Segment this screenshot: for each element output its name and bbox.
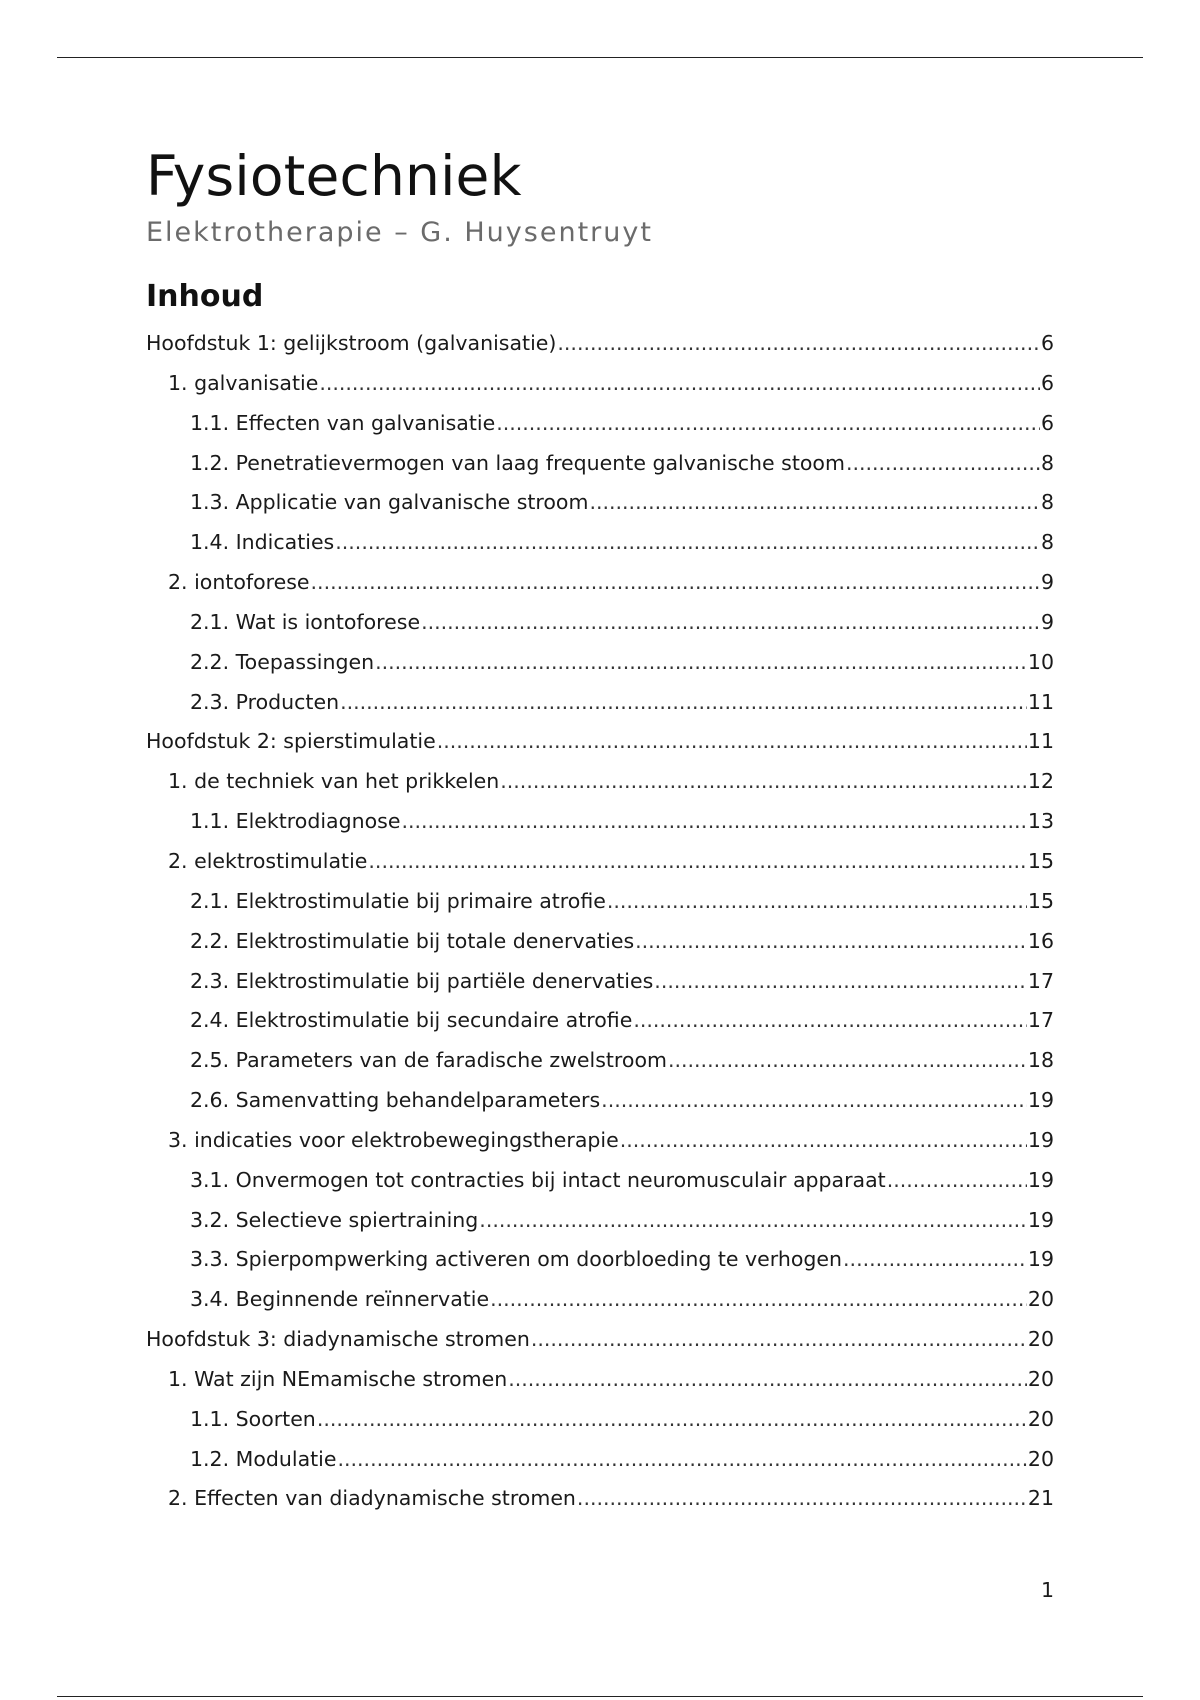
toc-dot-leader xyxy=(479,1201,1027,1241)
toc-entry[interactable] xyxy=(146,1400,1054,1440)
toc-entry-title: 2.1. Wat is iontoforese xyxy=(190,609,421,634)
toc-dot-leader xyxy=(887,1161,1027,1201)
toc-entry-title: 3.3. Spierpompwerking activeren om doorbloeding te verhogen xyxy=(190,1247,843,1272)
toc-entry-title: 1.2. Penetratievermogen van laag frequente galvanische stoom xyxy=(190,450,845,475)
document-title: Fysiotechniek xyxy=(146,144,522,208)
toc-entry[interactable] xyxy=(146,1280,1054,1320)
toc-entry-title: 1. de techniek van het prikkelen xyxy=(168,769,500,794)
toc-entry[interactable] xyxy=(146,1201,1054,1241)
toc-entry-title: 1. Wat zijn NEmamische stromen xyxy=(168,1366,508,1391)
toc-entry-page: 20 xyxy=(1027,1287,1054,1312)
toc-entry-title: Hoofdstuk 2: spierstimulatie xyxy=(146,729,436,754)
toc-dot-leader xyxy=(490,1280,1027,1320)
toc-dot-leader xyxy=(635,922,1027,962)
toc-entry-page: 15 xyxy=(1027,848,1054,873)
toc-entry-title: 1.1. Soorten xyxy=(190,1406,316,1431)
toc-dot-leader xyxy=(589,483,1040,523)
toc-entry[interactable] xyxy=(146,1121,1054,1161)
toc-entry[interactable] xyxy=(146,802,1054,842)
document-subtitle: Elektrotherapie – G. Huysentruyt xyxy=(146,217,653,248)
document-body xyxy=(146,140,1054,1519)
toc-entry-title: Hoofdstuk 1: gelijkstroom (galvanisatie) xyxy=(146,331,557,355)
toc-entry-page: 8 xyxy=(1040,450,1054,475)
toc-entry-title: 3.1. Onvermogen tot contracties bij intact neuromusculair apparaat xyxy=(190,1167,886,1192)
toc-entry-page: 13 xyxy=(1027,809,1054,834)
toc-entry-page: 10 xyxy=(1027,649,1054,674)
toc-dot-leader xyxy=(319,364,1040,404)
toc-entry[interactable] xyxy=(146,882,1054,922)
toc-entry[interactable] xyxy=(146,842,1054,882)
toc-entry-page: 17 xyxy=(1027,1008,1054,1033)
toc-entry-page: 6 xyxy=(1040,410,1054,435)
toc-dot-leader xyxy=(496,404,1040,444)
toc-entry-page: 8 xyxy=(1040,490,1054,515)
toc-entry-title: 3.2. Selectieve spiertraining xyxy=(190,1207,479,1232)
toc-dot-leader xyxy=(607,882,1027,922)
toc-heading: Inhoud xyxy=(146,279,264,314)
toc-dot-leader xyxy=(337,1440,1026,1480)
toc-entry-title: 2.2. Toepassingen xyxy=(190,649,375,674)
toc-entry[interactable] xyxy=(146,483,1054,523)
table-of-contents xyxy=(146,324,1054,1519)
toc-entry-title: 1.3. Applicatie van galvanische stroom xyxy=(190,490,589,515)
toc-entry-page: 6 xyxy=(1040,331,1054,355)
page-header-rule xyxy=(57,57,1143,58)
toc-entry-title: 2.5. Parameters van de faradische zwelstroom xyxy=(190,1048,667,1073)
toc-dot-leader xyxy=(437,722,1027,762)
toc-entry-page: 20 xyxy=(1027,1327,1054,1352)
toc-entry[interactable] xyxy=(146,1240,1054,1280)
toc-entry-page: 9 xyxy=(1040,570,1054,595)
toc-entry[interactable] xyxy=(146,1360,1054,1400)
toc-entry-title: 2.2. Elektrostimulatie bij totale denervaties xyxy=(190,928,635,953)
toc-entry[interactable] xyxy=(146,722,1054,762)
toc-dot-leader xyxy=(401,802,1026,842)
toc-entry-title: 3. indicaties voor elektrobewegingstherapie xyxy=(168,1127,619,1152)
toc-entry[interactable] xyxy=(146,1161,1054,1201)
toc-dot-leader xyxy=(500,762,1027,802)
toc-entry[interactable] xyxy=(146,1440,1054,1480)
toc-dot-leader xyxy=(846,444,1040,484)
toc-dot-leader xyxy=(601,1081,1027,1121)
toc-entry-page: 15 xyxy=(1027,888,1054,913)
toc-dot-leader xyxy=(317,1400,1027,1440)
toc-dot-leader xyxy=(633,1001,1027,1041)
toc-dot-leader xyxy=(508,1360,1027,1400)
toc-entry-page: 6 xyxy=(1040,370,1054,395)
toc-entry-title: 1.4. Indicaties xyxy=(190,530,335,555)
toc-dot-leader xyxy=(557,324,1040,364)
toc-entry-title: 2.3. Producten xyxy=(190,689,340,714)
toc-entry-page: 11 xyxy=(1027,689,1054,714)
toc-entry-page: 8 xyxy=(1040,530,1054,555)
toc-entry[interactable] xyxy=(146,1081,1054,1121)
toc-dot-leader xyxy=(668,1041,1027,1081)
toc-entry[interactable] xyxy=(146,563,1054,603)
toc-dot-leader xyxy=(340,683,1027,723)
toc-entry-page: 21 xyxy=(1027,1486,1054,1511)
toc-entry-page: 12 xyxy=(1027,769,1054,794)
toc-entry-page: 17 xyxy=(1027,968,1054,993)
toc-entry[interactable] xyxy=(146,324,1054,364)
toc-entry[interactable] xyxy=(146,1001,1054,1041)
toc-dot-leader xyxy=(577,1479,1027,1519)
toc-dot-leader xyxy=(654,962,1027,1002)
toc-dot-leader xyxy=(531,1320,1027,1360)
toc-dot-leader xyxy=(375,643,1027,683)
toc-entry[interactable] xyxy=(146,364,1054,404)
toc-dot-leader xyxy=(368,842,1027,882)
toc-entry[interactable] xyxy=(146,922,1054,962)
toc-entry-page: 11 xyxy=(1027,729,1054,754)
toc-entry-title: 1.1. Effecten van galvanisatie xyxy=(190,410,496,435)
toc-dot-leader xyxy=(335,523,1040,563)
toc-entry[interactable] xyxy=(146,1479,1054,1519)
toc-entry[interactable] xyxy=(146,1041,1054,1081)
page-number: 1 xyxy=(1040,1578,1054,1602)
toc-entry-title: 1.1. Elektrodiagnose xyxy=(190,809,401,834)
toc-entry-page: 16 xyxy=(1027,928,1054,953)
toc-entry[interactable] xyxy=(146,643,1054,683)
toc-entry-title: 2.1. Elektrostimulatie bij primaire atrofie xyxy=(190,888,606,913)
toc-entry-page: 19 xyxy=(1027,1167,1054,1192)
toc-entry-title: 2. Effecten van diadynamische stromen xyxy=(168,1486,576,1511)
toc-entry-page: 19 xyxy=(1027,1207,1054,1232)
toc-entry[interactable] xyxy=(146,603,1054,643)
toc-entry-page: 19 xyxy=(1027,1127,1054,1152)
toc-entry-title: Hoofdstuk 3: diadynamische stromen xyxy=(146,1327,530,1352)
toc-entry-page: 18 xyxy=(1027,1048,1054,1073)
toc-entry[interactable] xyxy=(146,404,1054,444)
toc-entry-page: 20 xyxy=(1027,1366,1054,1391)
toc-entry-page: 20 xyxy=(1027,1406,1054,1431)
page-footer-rule xyxy=(57,1696,1143,1697)
toc-entry-page: 19 xyxy=(1027,1247,1054,1272)
toc-entry[interactable] xyxy=(146,762,1054,802)
toc-entry-page: 20 xyxy=(1027,1446,1054,1471)
toc-entry-title: 1. galvanisatie xyxy=(168,370,319,395)
toc-dot-leader xyxy=(843,1240,1027,1280)
toc-entry-page: 19 xyxy=(1027,1088,1054,1113)
toc-entry[interactable] xyxy=(146,444,1054,484)
toc-entry-title: 2. elektrostimulatie xyxy=(168,848,368,873)
toc-entry-title: 3.4. Beginnende reïnnervatie xyxy=(190,1287,490,1312)
toc-entry[interactable] xyxy=(146,523,1054,563)
toc-entry[interactable] xyxy=(146,962,1054,1002)
toc-dot-leader xyxy=(311,563,1040,603)
toc-entry-title: 2.3. Elektrostimulatie bij partiële denervaties xyxy=(190,968,654,993)
toc-entry[interactable] xyxy=(146,1320,1054,1360)
toc-entry-page: 9 xyxy=(1040,609,1054,634)
toc-entry-title: 2. iontoforese xyxy=(168,570,310,595)
toc-entry-title: 2.6. Samenvatting behandelparameters xyxy=(190,1088,601,1113)
toc-entry-title: 1.2. Modulatie xyxy=(190,1446,337,1471)
toc-entry-title: 2.4. Elektrostimulatie bij secundaire atrofie xyxy=(190,1008,633,1033)
toc-dot-leader xyxy=(421,603,1040,643)
toc-dot-leader xyxy=(620,1121,1027,1161)
toc-entry[interactable] xyxy=(146,683,1054,723)
